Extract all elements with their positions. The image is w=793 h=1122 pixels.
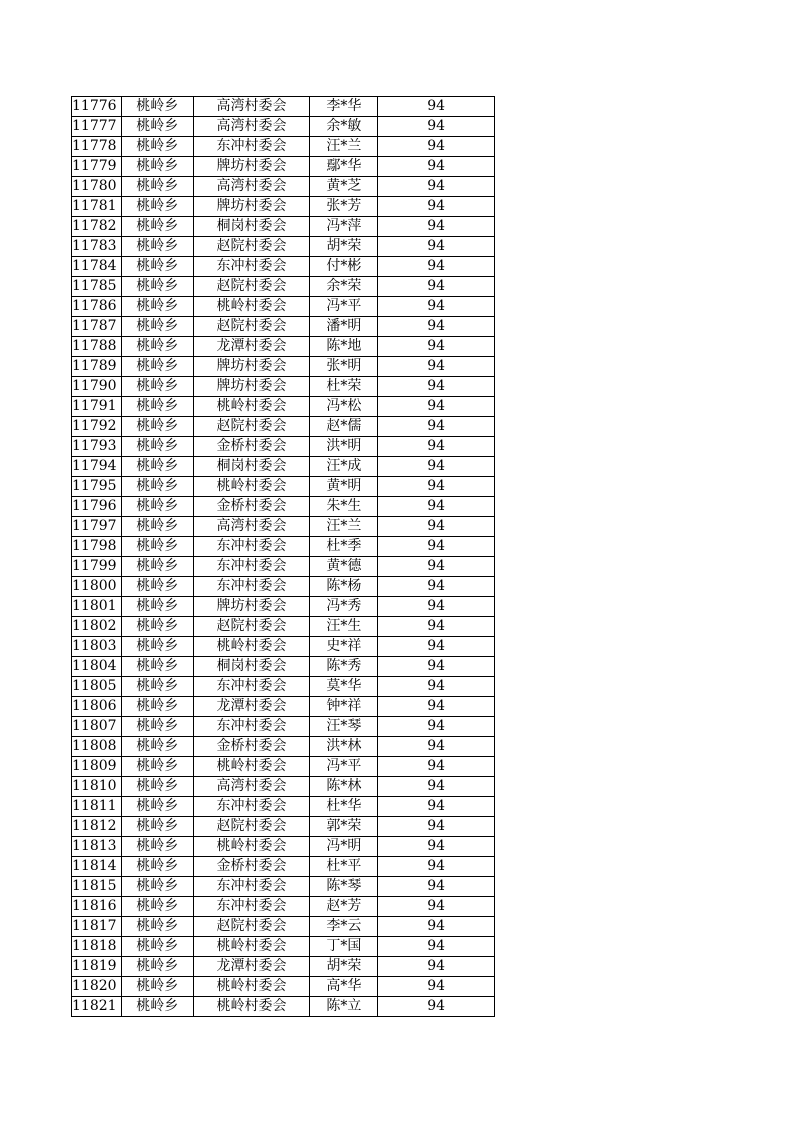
cell-village: 东冲村委会 <box>193 677 310 697</box>
cell-town: 桃岭乡 <box>121 497 193 517</box>
cell-village: 牌坊村委会 <box>193 157 310 177</box>
cell-id: 11806 <box>72 697 122 717</box>
cell-town: 桃岭乡 <box>121 777 193 797</box>
cell-id: 11777 <box>72 117 122 137</box>
table-row <box>72 197 495 217</box>
cell-id: 11776 <box>72 97 122 117</box>
cell-name: 冯*平 <box>310 757 378 777</box>
roster-table <box>71 96 495 1017</box>
cell-name: 黄*芝 <box>310 177 378 197</box>
cell-id: 11790 <box>72 377 122 397</box>
cell-score: 94 <box>378 377 495 397</box>
cell-id: 11812 <box>72 817 122 837</box>
cell-name: 汪*琴 <box>310 717 378 737</box>
cell-name: 陈*秀 <box>310 657 378 677</box>
cell-score: 94 <box>378 897 495 917</box>
cell-town: 桃岭乡 <box>121 637 193 657</box>
cell-name: 杜*荣 <box>310 377 378 397</box>
cell-id: 11816 <box>72 897 122 917</box>
cell-id: 11798 <box>72 537 122 557</box>
table-row <box>72 517 495 537</box>
cell-name: 黄*德 <box>310 557 378 577</box>
cell-id: 11793 <box>72 437 122 457</box>
cell-name: 李*华 <box>310 97 378 117</box>
cell-score: 94 <box>378 777 495 797</box>
cell-score: 94 <box>378 617 495 637</box>
cell-town: 桃岭乡 <box>121 937 193 957</box>
cell-name: 钟*祥 <box>310 697 378 717</box>
cell-name: 莫*华 <box>310 677 378 697</box>
table-row <box>72 557 495 577</box>
cell-score: 94 <box>378 857 495 877</box>
cell-score: 94 <box>378 877 495 897</box>
cell-village: 赵院村委会 <box>193 417 310 437</box>
cell-score: 94 <box>378 397 495 417</box>
cell-id: 11811 <box>72 797 122 817</box>
cell-name: 杜*华 <box>310 797 378 817</box>
cell-village: 金桥村委会 <box>193 737 310 757</box>
cell-village: 东冲村委会 <box>193 717 310 737</box>
cell-score: 94 <box>378 997 495 1017</box>
table-row <box>72 737 495 757</box>
table-row <box>72 417 495 437</box>
cell-town: 桃岭乡 <box>121 417 193 437</box>
cell-name: 陈*林 <box>310 777 378 797</box>
cell-village: 赵院村委会 <box>193 817 310 837</box>
cell-score: 94 <box>378 417 495 437</box>
cell-town: 桃岭乡 <box>121 317 193 337</box>
cell-name: 汪*兰 <box>310 517 378 537</box>
table-row <box>72 597 495 617</box>
cell-town: 桃岭乡 <box>121 837 193 857</box>
table-row <box>72 817 495 837</box>
cell-name: 郭*荣 <box>310 817 378 837</box>
cell-town: 桃岭乡 <box>121 977 193 997</box>
cell-name: 洪*明 <box>310 437 378 457</box>
cell-name: 高*华 <box>310 977 378 997</box>
cell-id: 11797 <box>72 517 122 537</box>
cell-id: 11784 <box>72 257 122 277</box>
table-row <box>72 297 495 317</box>
cell-village: 桃岭村委会 <box>193 637 310 657</box>
table-row <box>72 957 495 977</box>
cell-score: 94 <box>378 597 495 617</box>
cell-id: 11789 <box>72 357 122 377</box>
cell-town: 桃岭乡 <box>121 857 193 877</box>
cell-town: 桃岭乡 <box>121 337 193 357</box>
cell-id: 11800 <box>72 577 122 597</box>
cell-score: 94 <box>378 217 495 237</box>
cell-id: 11779 <box>72 157 122 177</box>
cell-name: 冯*松 <box>310 397 378 417</box>
table-row <box>72 797 495 817</box>
cell-name: 余*敏 <box>310 117 378 137</box>
cell-village: 桐岗村委会 <box>193 217 310 237</box>
cell-id: 11815 <box>72 877 122 897</box>
table-row <box>72 577 495 597</box>
cell-id: 11821 <box>72 997 122 1017</box>
cell-id: 11818 <box>72 937 122 957</box>
cell-village: 桃岭村委会 <box>193 757 310 777</box>
cell-id: 11792 <box>72 417 122 437</box>
table-row <box>72 757 495 777</box>
cell-town: 桃岭乡 <box>121 177 193 197</box>
cell-name: 陈*杨 <box>310 577 378 597</box>
cell-village: 龙潭村委会 <box>193 697 310 717</box>
cell-id: 11805 <box>72 677 122 697</box>
cell-score: 94 <box>378 837 495 857</box>
cell-id: 11783 <box>72 237 122 257</box>
cell-village: 金桥村委会 <box>193 437 310 457</box>
cell-name: 赵*芳 <box>310 897 378 917</box>
cell-score: 94 <box>378 557 495 577</box>
cell-village: 龙潭村委会 <box>193 337 310 357</box>
cell-name: 冯*平 <box>310 297 378 317</box>
table-row <box>72 257 495 277</box>
cell-id: 11795 <box>72 477 122 497</box>
cell-village: 金桥村委会 <box>193 497 310 517</box>
cell-village: 龙潭村委会 <box>193 957 310 977</box>
cell-name: 朱*生 <box>310 497 378 517</box>
cell-town: 桃岭乡 <box>121 957 193 977</box>
cell-id: 11817 <box>72 917 122 937</box>
table-row <box>72 777 495 797</box>
cell-town: 桃岭乡 <box>121 537 193 557</box>
cell-id: 11803 <box>72 637 122 657</box>
cell-score: 94 <box>378 517 495 537</box>
cell-town: 桃岭乡 <box>121 117 193 137</box>
cell-name: 黄*明 <box>310 477 378 497</box>
cell-village: 高湾村委会 <box>193 117 310 137</box>
cell-score: 94 <box>378 237 495 257</box>
cell-name: 冯*明 <box>310 837 378 857</box>
cell-score: 94 <box>378 157 495 177</box>
cell-village: 牌坊村委会 <box>193 597 310 617</box>
cell-town: 桃岭乡 <box>121 197 193 217</box>
cell-town: 桃岭乡 <box>121 677 193 697</box>
cell-id: 11778 <box>72 137 122 157</box>
table-row <box>72 117 495 137</box>
cell-town: 桃岭乡 <box>121 437 193 457</box>
cell-town: 桃岭乡 <box>121 357 193 377</box>
cell-town: 桃岭乡 <box>121 657 193 677</box>
cell-score: 94 <box>378 937 495 957</box>
cell-score: 94 <box>378 137 495 157</box>
cell-score: 94 <box>378 737 495 757</box>
cell-score: 94 <box>378 817 495 837</box>
table-row <box>72 457 495 477</box>
table-row <box>72 677 495 697</box>
cell-village: 高湾村委会 <box>193 777 310 797</box>
table-row <box>72 137 495 157</box>
cell-score: 94 <box>378 977 495 997</box>
cell-town: 桃岭乡 <box>121 457 193 477</box>
cell-score: 94 <box>378 457 495 477</box>
cell-id: 11813 <box>72 837 122 857</box>
cell-score: 94 <box>378 97 495 117</box>
cell-name: 胡*荣 <box>310 957 378 977</box>
cell-town: 桃岭乡 <box>121 237 193 257</box>
cell-name: 陈*立 <box>310 997 378 1017</box>
table-row <box>72 997 495 1017</box>
cell-village: 桃岭村委会 <box>193 837 310 857</box>
cell-id: 11801 <box>72 597 122 617</box>
cell-name: 潘*明 <box>310 317 378 337</box>
cell-village: 东冲村委会 <box>193 257 310 277</box>
cell-score: 94 <box>378 757 495 777</box>
table-row <box>72 497 495 517</box>
cell-score: 94 <box>378 797 495 817</box>
cell-score: 94 <box>378 577 495 597</box>
cell-name: 张*明 <box>310 357 378 377</box>
cell-id: 11807 <box>72 717 122 737</box>
cell-village: 赵院村委会 <box>193 237 310 257</box>
cell-village: 桃岭村委会 <box>193 297 310 317</box>
cell-name: 陈*地 <box>310 337 378 357</box>
cell-score: 94 <box>378 477 495 497</box>
cell-id: 11788 <box>72 337 122 357</box>
cell-town: 桃岭乡 <box>121 397 193 417</box>
cell-town: 桃岭乡 <box>121 717 193 737</box>
cell-name: 李*云 <box>310 917 378 937</box>
cell-village: 桃岭村委会 <box>193 997 310 1017</box>
cell-town: 桃岭乡 <box>121 757 193 777</box>
table-row <box>72 477 495 497</box>
cell-name: 汪*成 <box>310 457 378 477</box>
cell-village: 赵院村委会 <box>193 277 310 297</box>
cell-village: 牌坊村委会 <box>193 377 310 397</box>
cell-village: 桃岭村委会 <box>193 937 310 957</box>
cell-village: 桐岗村委会 <box>193 657 310 677</box>
cell-id: 11785 <box>72 277 122 297</box>
cell-score: 94 <box>378 657 495 677</box>
cell-town: 桃岭乡 <box>121 697 193 717</box>
cell-town: 桃岭乡 <box>121 217 193 237</box>
cell-town: 桃岭乡 <box>121 557 193 577</box>
cell-name: 赵*儒 <box>310 417 378 437</box>
table-row <box>72 837 495 857</box>
cell-village: 东冲村委会 <box>193 537 310 557</box>
cell-id: 11814 <box>72 857 122 877</box>
cell-town: 桃岭乡 <box>121 617 193 637</box>
cell-town: 桃岭乡 <box>121 297 193 317</box>
cell-id: 11782 <box>72 217 122 237</box>
cell-score: 94 <box>378 957 495 977</box>
table-row <box>72 157 495 177</box>
table-row <box>72 877 495 897</box>
cell-name: 付*彬 <box>310 257 378 277</box>
table-row <box>72 637 495 657</box>
cell-name: 胡*荣 <box>310 237 378 257</box>
table-row <box>72 897 495 917</box>
cell-town: 桃岭乡 <box>121 917 193 937</box>
table-row <box>72 217 495 237</box>
table-row <box>72 657 495 677</box>
cell-town: 桃岭乡 <box>121 577 193 597</box>
table-row <box>72 977 495 997</box>
cell-score: 94 <box>378 697 495 717</box>
table-row <box>72 437 495 457</box>
cell-town: 桃岭乡 <box>121 517 193 537</box>
cell-village: 东冲村委会 <box>193 557 310 577</box>
cell-village: 桃岭村委会 <box>193 477 310 497</box>
cell-village: 桐岗村委会 <box>193 457 310 477</box>
cell-id: 11808 <box>72 737 122 757</box>
cell-id: 11780 <box>72 177 122 197</box>
cell-village: 东冲村委会 <box>193 137 310 157</box>
cell-name: 杜*平 <box>310 857 378 877</box>
cell-score: 94 <box>378 317 495 337</box>
cell-name: 鄢*华 <box>310 157 378 177</box>
table-row <box>72 537 495 557</box>
cell-village: 赵院村委会 <box>193 917 310 937</box>
cell-id: 11809 <box>72 757 122 777</box>
roster-table-body <box>72 97 495 1017</box>
cell-village: 东冲村委会 <box>193 577 310 597</box>
cell-score: 94 <box>378 257 495 277</box>
cell-village: 东冲村委会 <box>193 797 310 817</box>
cell-score: 94 <box>378 337 495 357</box>
cell-score: 94 <box>378 717 495 737</box>
cell-town: 桃岭乡 <box>121 277 193 297</box>
cell-score: 94 <box>378 357 495 377</box>
cell-town: 桃岭乡 <box>121 797 193 817</box>
cell-town: 桃岭乡 <box>121 377 193 397</box>
cell-score: 94 <box>378 637 495 657</box>
cell-score: 94 <box>378 677 495 697</box>
cell-village: 东冲村委会 <box>193 877 310 897</box>
cell-id: 11791 <box>72 397 122 417</box>
cell-town: 桃岭乡 <box>121 897 193 917</box>
cell-id: 11802 <box>72 617 122 637</box>
table-row <box>72 377 495 397</box>
cell-town: 桃岭乡 <box>121 477 193 497</box>
cell-id: 11796 <box>72 497 122 517</box>
cell-town: 桃岭乡 <box>121 137 193 157</box>
cell-name: 史*祥 <box>310 637 378 657</box>
cell-town: 桃岭乡 <box>121 257 193 277</box>
cell-village: 牌坊村委会 <box>193 357 310 377</box>
cell-id: 11819 <box>72 957 122 977</box>
cell-id: 11794 <box>72 457 122 477</box>
cell-score: 94 <box>378 917 495 937</box>
cell-score: 94 <box>378 297 495 317</box>
cell-name: 汪*生 <box>310 617 378 637</box>
cell-village: 牌坊村委会 <box>193 197 310 217</box>
cell-name: 洪*林 <box>310 737 378 757</box>
cell-village: 高湾村委会 <box>193 97 310 117</box>
cell-name: 余*荣 <box>310 277 378 297</box>
cell-id: 11804 <box>72 657 122 677</box>
cell-town: 桃岭乡 <box>121 737 193 757</box>
table-row <box>72 937 495 957</box>
table-row <box>72 697 495 717</box>
cell-id: 11810 <box>72 777 122 797</box>
cell-id: 11787 <box>72 317 122 337</box>
cell-name: 张*芳 <box>310 197 378 217</box>
cell-score: 94 <box>378 537 495 557</box>
cell-village: 桃岭村委会 <box>193 977 310 997</box>
cell-town: 桃岭乡 <box>121 97 193 117</box>
cell-village: 桃岭村委会 <box>193 397 310 417</box>
cell-name: 冯*萍 <box>310 217 378 237</box>
cell-score: 94 <box>378 277 495 297</box>
table-row <box>72 717 495 737</box>
table-row <box>72 357 495 377</box>
cell-name: 陈*琴 <box>310 877 378 897</box>
cell-village: 赵院村委会 <box>193 617 310 637</box>
cell-name: 冯*秀 <box>310 597 378 617</box>
cell-town: 桃岭乡 <box>121 997 193 1017</box>
cell-village: 东冲村委会 <box>193 897 310 917</box>
table-row <box>72 277 495 297</box>
cell-score: 94 <box>378 497 495 517</box>
cell-id: 11786 <box>72 297 122 317</box>
cell-name: 汪*兰 <box>310 137 378 157</box>
cell-town: 桃岭乡 <box>121 597 193 617</box>
cell-village: 赵院村委会 <box>193 317 310 337</box>
cell-id: 11781 <box>72 197 122 217</box>
cell-score: 94 <box>378 437 495 457</box>
cell-town: 桃岭乡 <box>121 817 193 837</box>
cell-name: 杜*季 <box>310 537 378 557</box>
table-row <box>72 917 495 937</box>
table-row <box>72 337 495 357</box>
cell-village: 金桥村委会 <box>193 857 310 877</box>
table-row <box>72 317 495 337</box>
table-row <box>72 237 495 257</box>
cell-village: 高湾村委会 <box>193 177 310 197</box>
cell-id: 11820 <box>72 977 122 997</box>
table-row <box>72 397 495 417</box>
cell-score: 94 <box>378 117 495 137</box>
table-row <box>72 617 495 637</box>
table-row <box>72 177 495 197</box>
cell-score: 94 <box>378 177 495 197</box>
cell-score: 94 <box>378 197 495 217</box>
table-row <box>72 97 495 117</box>
cell-name: 丁*国 <box>310 937 378 957</box>
cell-village: 高湾村委会 <box>193 517 310 537</box>
table-row <box>72 857 495 877</box>
cell-id: 11799 <box>72 557 122 577</box>
cell-town: 桃岭乡 <box>121 877 193 897</box>
cell-town: 桃岭乡 <box>121 157 193 177</box>
